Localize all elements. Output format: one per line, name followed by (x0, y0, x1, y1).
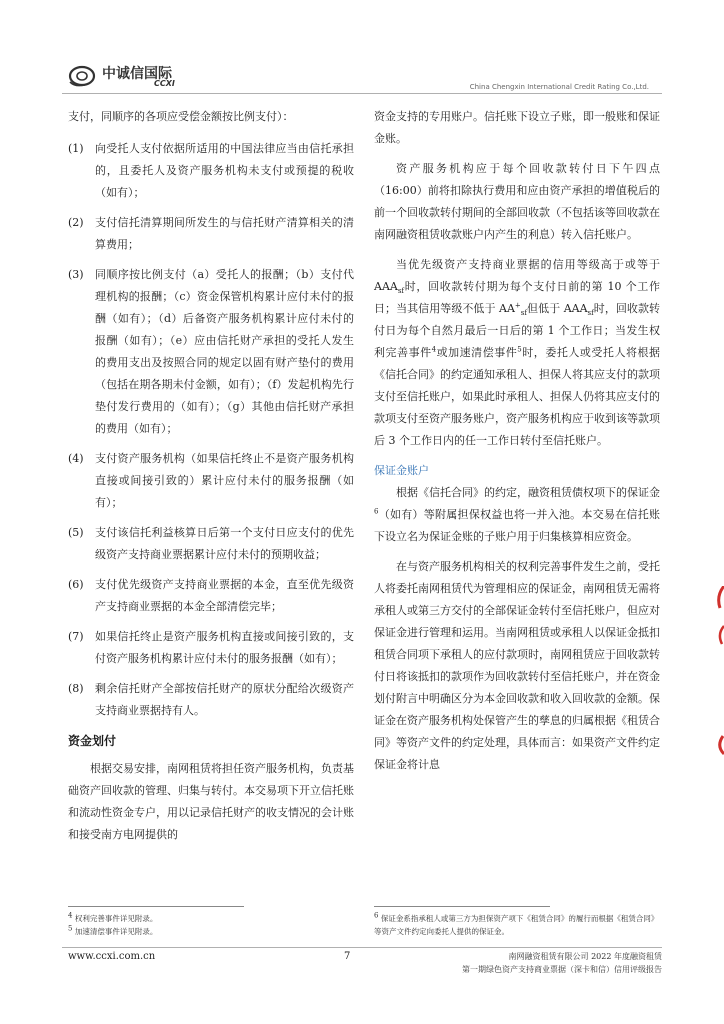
item-number: (4) (68, 452, 84, 465)
seal-stamp-icon (714, 586, 724, 756)
footnote-ref-4: 4 (431, 345, 437, 354)
footnote-ref-6: 6 (374, 507, 379, 516)
item-number: (8) (68, 682, 84, 695)
list-item (68, 448, 354, 514)
item-number: (6) (68, 578, 84, 591)
intro-text: 支付，同顺序的各项应受偿金额按比例支付）： (68, 110, 294, 123)
section-title-deposit-account: 保证金账户 (374, 464, 429, 477)
list-item (68, 678, 354, 722)
logo-text-cn: 中诚信国际 (102, 66, 172, 82)
item-number: (3) (68, 268, 84, 281)
left-column (68, 106, 354, 846)
footnotes-right (374, 912, 664, 938)
item-text: 剩余信托财产全部按信托财产的原状分配给次级资产支持商业票据持有人。 (95, 682, 354, 717)
ccxi-logo-icon (68, 64, 98, 88)
footer-url[interactable]: www.ccxi.com.cn (68, 951, 156, 962)
footnote-divider-left (68, 906, 244, 907)
item-text: 支付资产服务机构（如果信托终止不是资产服务机构直接或间接引致的）累计应付未付的服务报酬（如有）； (95, 452, 354, 509)
list-item (68, 574, 354, 618)
account-paragraph: 资金支持的专用账户。信托账下设立子账，即一般账和保证金账。 (374, 110, 660, 145)
item-number: (5) (68, 526, 84, 539)
fund-transfer-paragraph: 根据交易安排，南网租赁将担任资产服务机构，负责基础资产回收款的管理、归集与转付。本交易项下开立信托账和流动性资金专户，用以记录信托财产的收支情况的会计账和接受南方电网提供的 (68, 762, 354, 841)
item-number: (1) (68, 142, 84, 155)
company-english-name: China Chengxin International Credit Rating Co.,Ltd. (469, 83, 649, 91)
item-text: 支付该信托利益核算日后第一个支付日应支付的优先级资产支持商业票据累计应付未付的预期收益； (95, 526, 354, 561)
footnote-6: 6 保证金系指承租人或第三方为担保资产项下《租赁合同》的履行而根据《租赁合同》等资产文件约定向委托人提供的保证金。 (374, 911, 659, 936)
transfer-period-paragraph: 当优先级资产支持商业票据的信用等级高于或等于 $AAA_{sf}$时，回收款转付期为每个支付日前的第 10 个工作日；当其信用等级不低于 $AA^+_{sf}$但低于 $AAA_{sf}$时，回收款转付日为每个自然月最后一日后的第 1 个工作日；当发生权利完善事件$^4$或加速清偿事件$^5$时，委托人或受托人将根据《信托合同》的约定通知承租人、担保人将其应支付的款项支付至信托账户，如果此时承租人、担保人仍将其应支付的款项支付至资产服务账户，资产服务机构应于收到该等款项后 3 个工作日内的任一工作日转付至信托账户。 (374, 258, 661, 447)
collection-paragraph: 资产服务机构应于每个回收款转付日下午四点（16:00）前将扣除执行费用和应由资产承担的增值税后的前一个回收款转付期间的全部回收款（不包括该等回收款在南网融资租赁收款账户内产生的利息）转入信托账户。 (374, 162, 660, 241)
section-title-fund-transfer: 资金划付 (68, 734, 117, 748)
list-item (68, 626, 354, 670)
list-item (68, 138, 354, 204)
list-item (68, 212, 354, 256)
page-number: 7 (344, 951, 351, 962)
item-text: 同顺序按比例支付（a）受托人的报酬；（b）支付代理机构的报酬；（c）资金保管机构累计应付未付的报酬（如有）；（d）后备资产服务机构累计应付未付的报酬（如有）；（e）应由信托财产承担的受托人发生的费用支出及按照合同的规定以固有财产垫付的费用（包括在期各期未付金额，如有）；（f）发起机构先行垫付发行费用的（如有）；（g）其他由信托财产承担的费用（如有）； (95, 268, 354, 435)
header-divider (62, 93, 662, 94)
footer-report-title: 南网融资租赁有限公司 2022 年度融资租赁 第一期绿色资产支持商业票据（深卡和信）信用评级报告 (462, 952, 662, 974)
footer-divider (62, 947, 662, 948)
deposit-management-paragraph: 在与资产服务机构相关的权利完善事件发生之前，受托人将委托南网租赁代为管理相应的保证金，南网租赁无需将承租人或第三方交付的全部保证金转付至信托账户，但应对保证金进行管理和运用。当南网租赁或承租人以保证金抵扣租赁合同项下承租人的应付款项时，南网租赁应于回收款转付日将该抵扣的款项作为回收款转付至信托账户，并在资金划付附言中明确区分为本金回收款和收入回收款的金额。保证金在资产服务机构处保管产生的孳息的归属根据《租赁合同》等资产文件的约定处理，具体而言：如果资产文件约定保证金将计息 (374, 560, 660, 771)
item-text: 支付优先级资产支持商业票据的本金，直至优先级资产支持商业票据的本金全部清偿完毕； (95, 578, 354, 613)
footnote-ref-5: 5 (517, 345, 522, 354)
item-number: (7) (68, 630, 84, 643)
logo-text-en: CCXI (154, 79, 175, 88)
footnote-4: 4 权利完善事件详见附录。 (68, 911, 158, 923)
list-item (68, 264, 354, 440)
footnotes-left (68, 912, 354, 938)
item-number: (2) (68, 216, 84, 229)
item-text: 如果信托终止是资产服务机构直接或间接引致的，支付资产服务机构累计应付未付的服务报酬（如有）； (95, 630, 354, 665)
company-logo (68, 60, 198, 96)
item-text: 支付信托清算期间所发生的与信托财产清算相关的清算费用； (95, 216, 354, 251)
footnote-5: 5 加速清偿事件详见附录。 (68, 924, 158, 936)
list-item (68, 522, 354, 566)
right-column (374, 106, 660, 776)
item-text: 向受托人支付依据所适用的中国法律应当由信托承担的，且委托人及资产服务机构未支付或预提的税收（如有）； (95, 142, 354, 199)
footnote-divider-right (374, 906, 550, 907)
deposit-paragraph: 根据《信托合同》的约定，融资租赁债权项下的保证金$^6$（如有）等附属担保权益也将一并入池。本交易在信托账下设立名为保证金账的子账户用于归集核算相应资金。 (374, 486, 660, 543)
